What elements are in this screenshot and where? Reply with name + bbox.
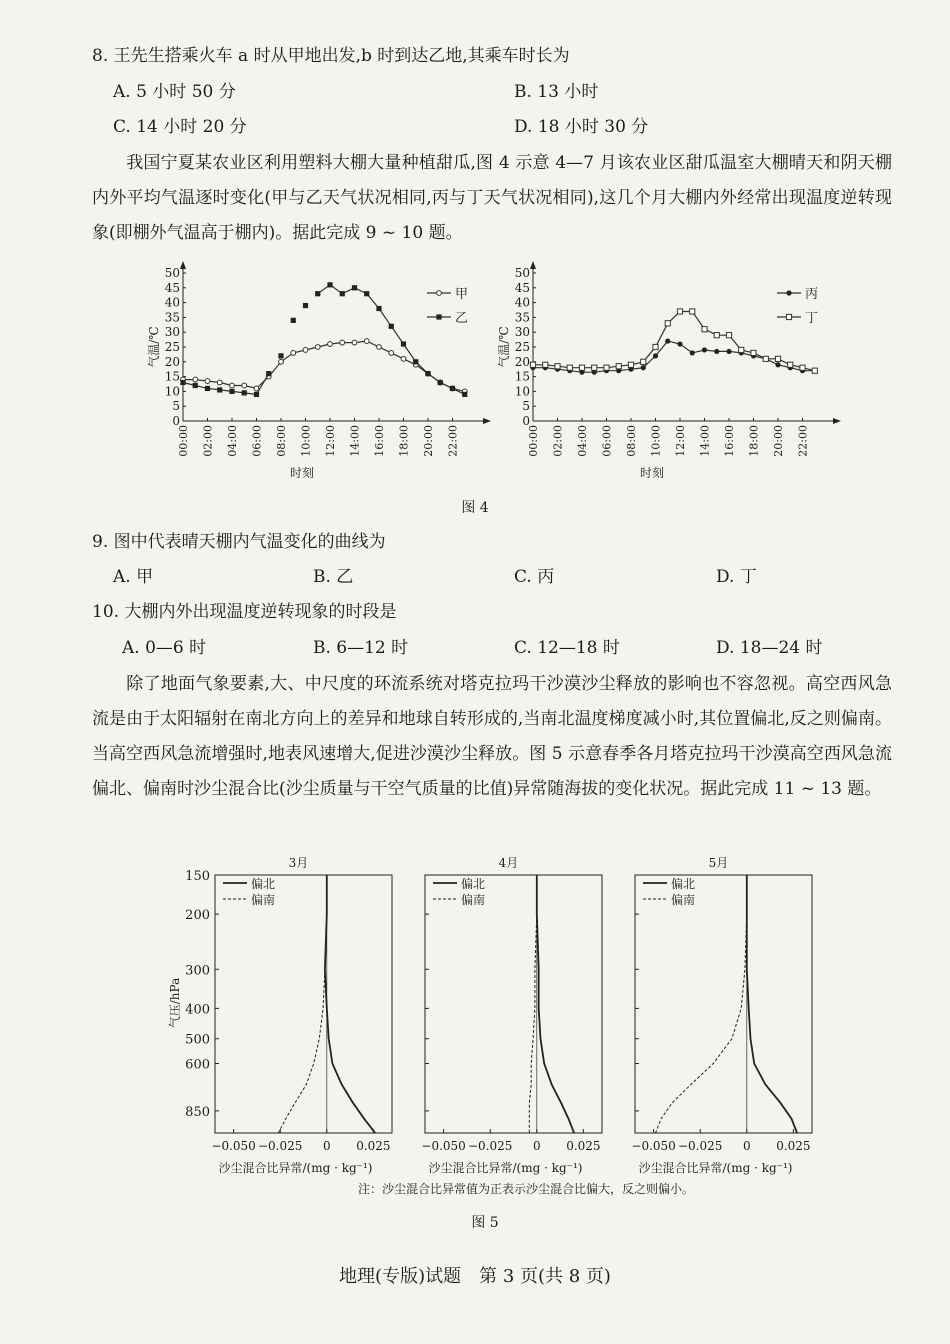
plot-frame bbox=[635, 875, 812, 1133]
point-乙 bbox=[352, 285, 357, 290]
legend-label-偏南: 偏南 bbox=[461, 893, 486, 907]
point-乙 bbox=[315, 291, 320, 296]
legend-label-乙: 乙 bbox=[455, 311, 469, 326]
x-tick-label: 22:00 bbox=[796, 425, 810, 457]
point-甲 bbox=[352, 340, 357, 345]
y-axis-label: 气压/hPa bbox=[168, 977, 182, 1029]
legend-label-丙: 丙 bbox=[805, 287, 819, 302]
figure-4 bbox=[0, 255, 950, 525]
series-line-偏南 bbox=[278, 875, 327, 1133]
x-tick-label: −0.050 bbox=[631, 1139, 676, 1153]
point-丁 bbox=[812, 368, 817, 373]
q9-option-b: B. 乙 bbox=[313, 567, 354, 587]
point-丙 bbox=[702, 347, 707, 352]
figure-5-note: 注：沙尘混合比异常值为正表示沙尘混合比偏大，反之则偏小。 bbox=[357, 1182, 695, 1196]
point-乙 bbox=[278, 353, 283, 358]
point-丁 bbox=[714, 333, 719, 338]
point-丁 bbox=[653, 344, 658, 349]
point-丁 bbox=[579, 365, 584, 370]
point-甲 bbox=[291, 351, 296, 356]
q10-stem: 10. 大棚内外出现温度逆转现象的时段是 bbox=[92, 602, 397, 622]
fig4-chart-2 bbox=[496, 261, 841, 480]
figure-5-caption: 图 5 bbox=[471, 1215, 499, 1231]
y-tick-label: 50 bbox=[514, 266, 530, 280]
y-tick-label: 25 bbox=[164, 340, 180, 354]
x-tick-label: 0.025 bbox=[356, 1139, 391, 1153]
y-tick-label: 200 bbox=[185, 908, 210, 924]
point-乙 bbox=[425, 371, 430, 376]
point-丁 bbox=[555, 364, 560, 369]
y-tick-label: 40 bbox=[514, 295, 530, 310]
figure-4-caption: 图 4 bbox=[461, 500, 489, 516]
y-tick-label: 30 bbox=[164, 325, 180, 340]
x-axis-label: 沙尘混合比异常/(mg · kg⁻¹) bbox=[218, 1161, 373, 1175]
x-tick-label: 18:00 bbox=[747, 425, 761, 457]
legend-marker-乙 bbox=[436, 314, 441, 319]
point-乙 bbox=[389, 324, 394, 329]
x-tick-label: 02:00 bbox=[551, 425, 565, 457]
fig5-chart-3 bbox=[631, 856, 812, 1175]
x-tick-label: 20:00 bbox=[422, 425, 435, 457]
y-axis-arrow bbox=[180, 261, 186, 269]
x-tick-label: −0.025 bbox=[467, 1139, 513, 1153]
passage-1-text: 我国宁夏某农业区利用塑料大棚大量种植甜瓜,图 4 示意 4—7 月该农业区甜瓜温室大棚晴天和阴天棚内外平均气温逐时变化(甲与乙天气状况相同,丙与丁天气状况相同),这几个月大棚内外经常出现温度逆转现象(即棚外气温高于棚内)。据此完成 9 ~ 10 题。 bbox=[92, 153, 892, 243]
x-tick-label: 0 bbox=[532, 1139, 541, 1153]
point-甲 bbox=[193, 377, 198, 382]
y-tick-label: 45 bbox=[164, 280, 180, 295]
y-tick-label: 25 bbox=[514, 340, 530, 354]
series-line-偏北 bbox=[325, 875, 375, 1133]
y-tick-label: 5 bbox=[172, 399, 180, 414]
point-丙 bbox=[665, 338, 670, 343]
legend-marker-丁 bbox=[786, 314, 791, 319]
y-tick-label: 40 bbox=[164, 295, 180, 310]
point-丁 bbox=[592, 365, 597, 370]
legend-marker-丙 bbox=[786, 290, 791, 295]
point-丙 bbox=[714, 349, 719, 354]
x-tick-label: 06:00 bbox=[250, 425, 264, 457]
x-tick-label: 0 bbox=[742, 1139, 751, 1153]
point-乙 bbox=[229, 389, 234, 394]
point-甲 bbox=[328, 342, 333, 347]
point-乙 bbox=[364, 291, 369, 296]
point-乙 bbox=[401, 341, 406, 346]
point-甲 bbox=[303, 348, 308, 353]
series-line-偏北 bbox=[747, 875, 797, 1133]
point-丁 bbox=[567, 365, 572, 370]
point-甲 bbox=[205, 379, 210, 384]
legend-label-甲: 甲 bbox=[455, 287, 469, 302]
point-丁 bbox=[763, 356, 768, 361]
y-tick-label: 600 bbox=[185, 1057, 210, 1073]
point-甲 bbox=[364, 339, 369, 344]
x-axis-label: 时刻 bbox=[289, 466, 315, 480]
series-line-乙 bbox=[183, 285, 465, 395]
plot-frame bbox=[425, 875, 602, 1133]
point-丁 bbox=[800, 365, 805, 370]
point-乙 bbox=[291, 318, 296, 323]
x-tick-label: 12:00 bbox=[324, 425, 337, 457]
series-line-偏南 bbox=[529, 875, 537, 1133]
point-丁 bbox=[543, 362, 548, 367]
point-乙 bbox=[462, 392, 467, 397]
q10-option-d: D. 18—24 时 bbox=[716, 638, 823, 658]
point-丁 bbox=[788, 362, 793, 367]
legend-label-偏北: 偏北 bbox=[671, 877, 696, 891]
point-丙 bbox=[677, 341, 682, 346]
point-丙 bbox=[775, 362, 780, 367]
legend-label-丁: 丁 bbox=[805, 311, 819, 326]
x-axis-label: 沙尘混合比异常/(mg · kg⁻¹) bbox=[638, 1161, 793, 1175]
x-axis-arrow bbox=[483, 418, 491, 424]
point-丁 bbox=[677, 309, 682, 314]
point-丁 bbox=[616, 364, 621, 369]
point-丁 bbox=[628, 362, 633, 367]
point-甲 bbox=[217, 380, 222, 385]
point-丁 bbox=[702, 327, 707, 332]
point-丁 bbox=[690, 309, 695, 314]
x-tick-label: 20:00 bbox=[772, 425, 785, 457]
x-tick-label: 10:00 bbox=[299, 425, 313, 457]
point-甲 bbox=[254, 386, 259, 391]
y-tick-label: 850 bbox=[185, 1104, 210, 1120]
legend-label-偏南: 偏南 bbox=[671, 893, 696, 907]
point-乙 bbox=[217, 387, 222, 392]
page-footer: 地理(专版)试题 第 3 页(共 8 页) bbox=[339, 1266, 611, 1287]
x-tick-label: −0.025 bbox=[257, 1139, 303, 1153]
x-tick-label: 0 bbox=[322, 1139, 331, 1153]
chart-title: 5月 bbox=[708, 856, 729, 870]
point-丁 bbox=[726, 333, 731, 338]
q8-option-c: C. 14 小时 20 分 bbox=[113, 117, 247, 137]
point-丙 bbox=[641, 365, 646, 370]
point-丁 bbox=[530, 362, 535, 367]
point-甲 bbox=[377, 345, 382, 350]
x-axis-label: 沙尘混合比异常/(mg · kg⁻¹) bbox=[428, 1161, 583, 1175]
point-甲 bbox=[242, 383, 247, 388]
q10-option-a: A. 0—6 时 bbox=[122, 638, 207, 658]
y-tick-label: 300 bbox=[185, 963, 210, 979]
point-丙 bbox=[653, 353, 658, 358]
x-tick-label: 00:00 bbox=[177, 425, 190, 457]
x-tick-label: 22:00 bbox=[446, 425, 460, 457]
legend-label-偏北: 偏北 bbox=[251, 877, 276, 891]
point-乙 bbox=[303, 303, 308, 308]
point-丁 bbox=[665, 321, 670, 326]
legend-label-偏南: 偏南 bbox=[251, 893, 276, 907]
x-tick-label: 14:00 bbox=[348, 425, 362, 457]
q9-option-d: D. 丁 bbox=[716, 567, 757, 587]
y-tick-label: 400 bbox=[185, 1002, 210, 1018]
x-tick-label: 10:00 bbox=[649, 425, 663, 457]
x-tick-label: 04:00 bbox=[226, 425, 239, 457]
series-line-偏北 bbox=[537, 875, 574, 1133]
y-axis-label: 气温/℃ bbox=[497, 326, 511, 368]
series-line-甲 bbox=[183, 341, 465, 391]
x-tick-label: 14:00 bbox=[698, 425, 712, 457]
x-tick-label: −0.025 bbox=[677, 1139, 723, 1153]
legend-marker-甲 bbox=[437, 291, 442, 296]
x-tick-label: 16:00 bbox=[723, 425, 736, 457]
point-乙 bbox=[376, 306, 381, 311]
point-乙 bbox=[242, 390, 247, 395]
legend-label-偏北: 偏北 bbox=[461, 877, 486, 891]
point-甲 bbox=[401, 356, 406, 361]
point-丁 bbox=[641, 359, 646, 364]
q8-stem: 8. 王先生搭乘火车 a 时从甲地出发,b 时到达乙地,其乘车时长为 bbox=[92, 46, 570, 66]
point-乙 bbox=[413, 359, 418, 364]
q8-option-a: A. 5 小时 50 分 bbox=[113, 82, 236, 102]
point-乙 bbox=[266, 371, 271, 376]
point-丁 bbox=[739, 347, 744, 352]
point-乙 bbox=[205, 386, 210, 391]
x-tick-label: 06:00 bbox=[600, 425, 614, 457]
plot-frame bbox=[215, 875, 392, 1133]
point-乙 bbox=[254, 392, 259, 397]
point-甲 bbox=[230, 383, 235, 388]
x-tick-label: 0.025 bbox=[776, 1139, 811, 1153]
x-tick-label: 18:00 bbox=[397, 425, 411, 457]
point-丁 bbox=[775, 356, 780, 361]
y-tick-label: 0 bbox=[522, 414, 530, 428]
y-tick-label: 35 bbox=[164, 310, 180, 325]
y-tick-label: 20 bbox=[514, 354, 530, 369]
x-tick-label: 12:00 bbox=[674, 425, 687, 457]
y-tick-label: 20 bbox=[164, 354, 180, 369]
passage-2-text: 除了地面气象要素,大、中尺度的环流系统对塔克拉玛干沙漠沙尘释放的影响也不容忽视。高空西风急流是由于太阳辐射在南北方向上的差异和地球自转形成的,当南北温度梯度减小时,其位置偏北,反之则偏南。当高空西风急流增强时,地表风速增大,促进沙漠沙尘释放。图 5 示意春季各月塔克拉玛干沙漠高空西风急流偏北、偏南时沙尘混合比(沙尘质量与干空气质量的比值)异常随海拔的变化状况。据此完成 11 ~ 13 题。 bbox=[92, 674, 892, 799]
q8-option-d: D. 18 小时 30 分 bbox=[514, 117, 649, 137]
point-乙 bbox=[450, 386, 455, 391]
figure-5 bbox=[0, 845, 950, 1240]
x-axis-label: 时刻 bbox=[639, 466, 665, 480]
y-tick-label: 500 bbox=[185, 1032, 210, 1048]
x-tick-label: 08:00 bbox=[275, 425, 288, 457]
y-tick-label: 0 bbox=[172, 414, 180, 428]
x-tick-label: 02:00 bbox=[201, 425, 215, 457]
chart-title: 3月 bbox=[288, 856, 309, 870]
point-甲 bbox=[389, 351, 394, 356]
fig5-chart-1 bbox=[167, 856, 392, 1175]
x-tick-label: 04:00 bbox=[576, 425, 589, 457]
fig5-chart-2 bbox=[421, 856, 602, 1175]
q9-stem: 9. 图中代表晴天棚内气温变化的曲线为 bbox=[92, 532, 386, 552]
y-tick-label: 15 bbox=[164, 369, 180, 384]
y-tick-label: 5 bbox=[522, 399, 530, 414]
x-tick-label: 16:00 bbox=[373, 425, 386, 457]
point-丙 bbox=[726, 349, 731, 354]
point-甲 bbox=[340, 340, 345, 345]
q9-option-a: A. 甲 bbox=[113, 567, 154, 587]
series-line-偏南 bbox=[656, 875, 747, 1133]
q10-option-c: C. 12—18 时 bbox=[514, 638, 620, 658]
x-tick-label: −0.050 bbox=[421, 1139, 466, 1153]
fig4-chart-1 bbox=[146, 261, 491, 480]
point-乙 bbox=[438, 380, 443, 385]
x-tick-label: −0.050 bbox=[211, 1139, 256, 1153]
q10-option-b: B. 6—12 时 bbox=[313, 638, 409, 658]
x-axis-arrow bbox=[833, 418, 841, 424]
point-乙 bbox=[180, 380, 185, 385]
point-乙 bbox=[193, 383, 198, 388]
passage-1 bbox=[92, 146, 892, 251]
x-tick-label: 08:00 bbox=[625, 425, 638, 457]
y-tick-label: 45 bbox=[514, 280, 530, 295]
point-乙 bbox=[327, 282, 332, 287]
y-tick-label: 30 bbox=[514, 325, 530, 340]
y-tick-label: 50 bbox=[164, 266, 180, 280]
q8-option-b: B. 13 小时 bbox=[514, 82, 599, 102]
passage-2 bbox=[92, 667, 892, 807]
point-甲 bbox=[315, 345, 320, 350]
point-丁 bbox=[751, 350, 756, 355]
y-axis-label: 气温/℃ bbox=[147, 326, 161, 368]
chart-title: 4月 bbox=[498, 856, 519, 870]
y-tick-label: 10 bbox=[514, 384, 530, 399]
y-tick-label: 35 bbox=[514, 310, 530, 325]
y-tick-label: 10 bbox=[164, 384, 180, 399]
point-丙 bbox=[690, 350, 695, 355]
q9-option-c: C. 丙 bbox=[514, 567, 555, 587]
y-tick-label: 150 bbox=[185, 869, 210, 884]
y-tick-label: 15 bbox=[514, 369, 530, 384]
point-甲 bbox=[279, 359, 284, 364]
x-tick-label: 0.025 bbox=[566, 1139, 601, 1153]
y-axis-arrow bbox=[530, 261, 536, 269]
point-丁 bbox=[604, 365, 609, 370]
point-乙 bbox=[340, 291, 345, 296]
x-tick-label: 00:00 bbox=[527, 425, 540, 457]
